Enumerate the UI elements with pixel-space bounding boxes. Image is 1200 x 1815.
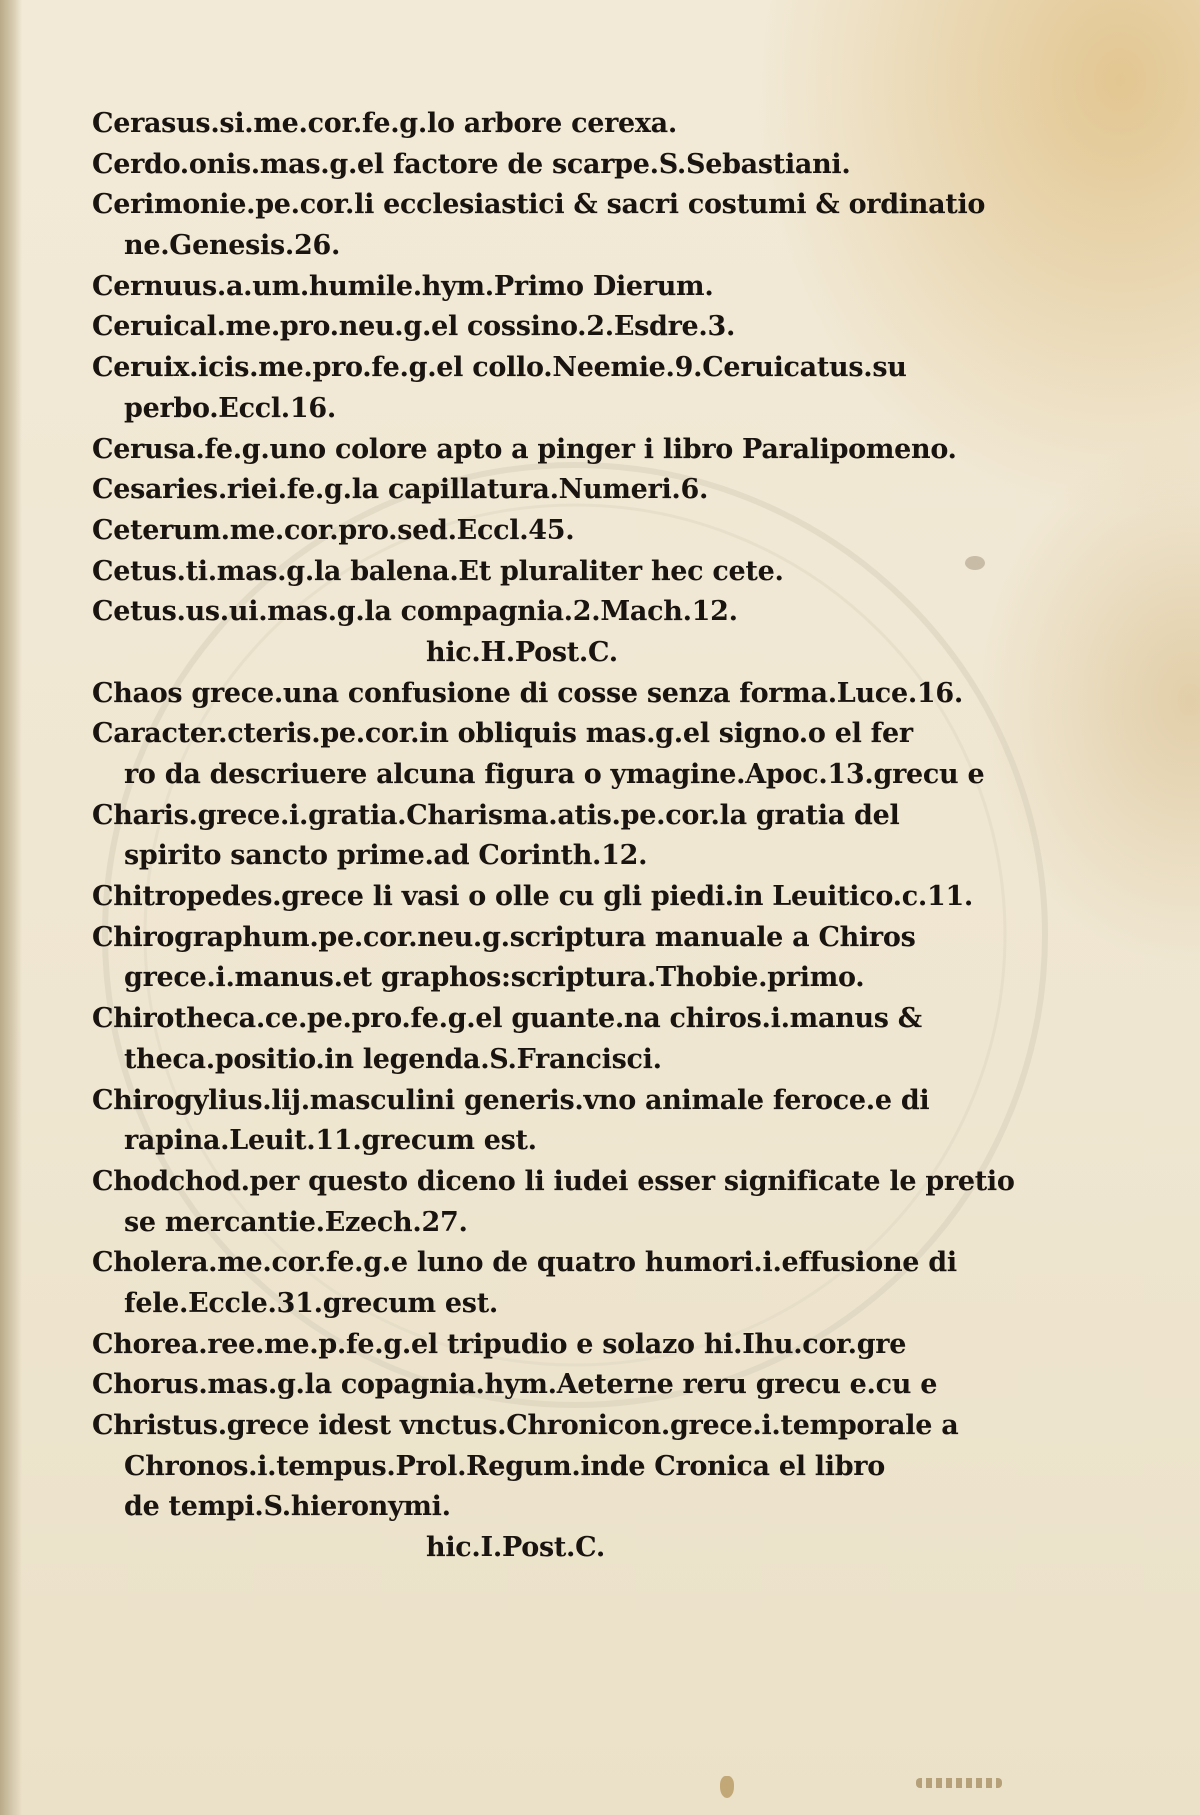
entry-cetus-compagnia: Cetus.us.ui.mas.g.la compagnia.2.Mach.12. bbox=[92, 596, 738, 628]
entry-cerusa: Cerusa.fe.g.uno colore apto a pinger i libro Paralipomeno. bbox=[92, 433, 957, 465]
entry-chirographum-cont: grece.i.manus.et graphos:scriptura.Thobie.primo. bbox=[124, 962, 865, 994]
entry-chaos: Chaos grece.una confusione di cosse senza forma.Luce.16. bbox=[92, 677, 963, 709]
entry-chodchod: Chodchod.per questo diceno li iudei esser significate le pretio bbox=[92, 1165, 1015, 1197]
entry-chorus: Chorus.mas.g.la copagnia.hym.Aeterne reru grecu e.cu e bbox=[92, 1369, 938, 1401]
entry-cetus-balena: Cetus.ti.mas.g.la balena.Et pluraliter hec cete. bbox=[92, 555, 784, 587]
entry-chitropedes: Chitropedes.grece li vasi o olle cu gli piedi.in Leuitico.c.11. bbox=[92, 881, 974, 913]
glossary-text bbox=[92, 104, 1032, 1569]
entry-chirotheca-cont: theca.positio.in legenda.S.Francisci. bbox=[124, 1043, 662, 1075]
entry-cholera-cont: fele.Eccle.31.grecum est. bbox=[124, 1287, 498, 1319]
entry-ceterum: Ceterum.me.cor.pro.sed.Eccl.45. bbox=[92, 514, 575, 546]
entry-cerdo: Cerdo.onis.mas.g.el factore de scarpe.S.Sebastiani. bbox=[92, 148, 851, 180]
entry-cerasus: Cerasus.si.me.cor.fe.g.lo arbore cerexa. bbox=[92, 108, 677, 139]
binding-gutter bbox=[0, 0, 22, 1815]
entry-christus-cont: Chronos.i.tempus.Prol.Regum.inde Cronica el libro bbox=[124, 1450, 885, 1482]
entry-charis-cont: spirito sancto prime.ad Corinth.12. bbox=[124, 840, 648, 872]
entry-chirogylius-cont: rapina.Leuit.11.grecum est. bbox=[124, 1125, 537, 1157]
entry-cerimonie: Cerimonie.pe.cor.li ecclesiastici & sacri costumi & ordinatio bbox=[92, 189, 986, 221]
entry-chirotheca: Chirotheca.ce.pe.pro.fe.g.el guante.na chiros.i.manus & bbox=[92, 1003, 922, 1035]
margin-mark bbox=[916, 1778, 1002, 1788]
entry-chodchod-cont: se mercantie.Ezech.27. bbox=[124, 1206, 468, 1238]
entry-cernuus: Cernuus.a.um.humile.hym.Primo Dierum. bbox=[92, 270, 714, 302]
entry-charis: Charis.grece.i.gratia.Charisma.atis.pe.cor.la gratia del bbox=[92, 799, 900, 831]
entry-ceruical: Ceruical.me.pro.neu.g.el cossino.2.Esdre.3. bbox=[92, 311, 736, 343]
section-marker-h: hic.H.Post.C. bbox=[426, 636, 618, 668]
entry-caracter-cont: ro da descriuere alcuna figura o ymagine.Apoc.13.grecu e bbox=[124, 759, 985, 790]
entry-chirographum: Chirographum.pe.cor.neu.g.scriptura manuale a Chiros bbox=[92, 921, 916, 953]
entry-chirogylius: Chirogylius.lij.masculini generis.vno animale feroce.e di bbox=[92, 1084, 930, 1116]
entry-ceruix: Ceruix.icis.me.pro.fe.g.el collo.Neemie.9.Ceruicatus.su bbox=[92, 352, 907, 384]
entry-cerimonie-cont: ne.Genesis.26. bbox=[124, 230, 341, 262]
section-marker-i: hic.I.Post.C. bbox=[426, 1532, 605, 1564]
entry-cholera: Cholera.me.cor.fe.g.e luno de quatro humori.i.effusione di bbox=[92, 1247, 957, 1279]
entry-caracter: Caracter.cteris.pe.cor.in obliquis mas.g.el signo.o el fer bbox=[92, 718, 913, 750]
ink-stain bbox=[720, 1776, 734, 1798]
entry-chorea: Chorea.ree.me.p.fe.g.el tripudio e solazo hi.Ihu.cor.gre bbox=[92, 1328, 907, 1360]
entry-ceruix-cont: perbo.Eccl.16. bbox=[124, 392, 336, 424]
entry-christus-cont-2: de tempi.S.hieronymi. bbox=[124, 1491, 451, 1523]
entry-christus: Christus.grece idest vnctus.Chronicon.grece.i.temporale a bbox=[92, 1410, 959, 1441]
entry-cesaries: Cesaries.riei.fe.g.la capillatura.Numeri.6. bbox=[92, 474, 709, 506]
